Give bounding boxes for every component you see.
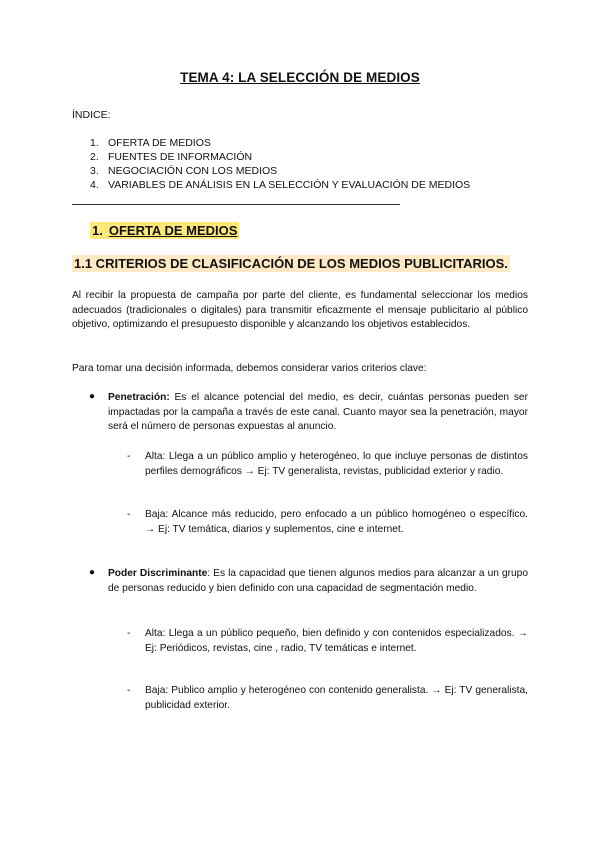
- criterion-paragraph: [108, 391, 528, 435]
- section-heading: [90, 222, 239, 239]
- index-label: ÍNDICE:: [72, 109, 111, 121]
- dash-icon: -: [127, 684, 131, 696]
- horizontal-rule: [72, 204, 400, 205]
- dash-icon: -: [127, 508, 131, 520]
- bullet-icon: ●: [89, 567, 96, 578]
- toc-item-number: 4.: [90, 179, 99, 191]
- toc-item: [90, 165, 277, 177]
- intro-paragraph: Al recibir la propuesta de campaña por parte del cliente, es fundamental seleccionar los medios adecuados (tradicionales o digitales) para transmitir eficazmente el mensaje publicitario al público objetivo, optimizando el presupuesto disponible y alcanzando los objetivos establecidos.: [72, 290, 528, 331]
- sub-item: Baja: Publico amplio y heterogéneo con contenido generalista. → Ej: TV generalista, publicidad exterior.: [145, 685, 528, 711]
- toc-item-number: 1.: [90, 137, 99, 149]
- dash-icon: -: [127, 450, 131, 462]
- criterion-description: Es el alcance potencial del medio, es decir, cuántas personas pueden ser impactadas por la campaña a través de este canal. Cuanto mayor sea la penetración, mayor será el número de personas expuestas al anuncio.: [108, 392, 528, 433]
- toc-item-text: FUENTES DE INFORMACIÓN: [108, 151, 253, 163]
- toc-item-text: NEGOCIACIÓN CON LOS MEDIOS: [108, 165, 278, 177]
- toc-item: [90, 179, 470, 191]
- sub-item: Alta: Llega a un público pequeño, bien definido y con contenidos especializados. → Ej: Periódicos, revistas, cine , radio, TV temáticas e internet.: [145, 628, 528, 654]
- toc-item-number: 2.: [90, 151, 99, 163]
- toc-item: [90, 151, 252, 163]
- toc-item-text: VARIABLES DE ANÁLISIS EN LA SELECCIÓN Y EVALUACIÓN DE MEDIOS: [108, 179, 471, 191]
- section-number: 1.: [92, 223, 103, 238]
- subsection-heading: 1.1 CRITERIOS DE CLASIFICACIÓN DE LOS MEDIOS PUBLICITARIOS.: [74, 256, 508, 271]
- dash-icon: -: [127, 627, 131, 639]
- sub-item: Baja: Alcance más reducido, pero enfocado a un público homogéneo o específico. → Ej: TV temática, diarios y suplementos, cine e internet.: [145, 509, 528, 535]
- section-title: OFERTA DE MEDIOS: [108, 223, 238, 238]
- bullet-icon: ●: [89, 391, 96, 402]
- criterion-paragraph: [108, 567, 528, 596]
- criterion-term: Penetración:: [108, 392, 170, 403]
- lead-paragraph: Para tomar una decisión informada, debemos considerar varios criterios clave:: [72, 363, 427, 374]
- toc-item: [90, 137, 211, 149]
- toc-item-text: OFERTA DE MEDIOS: [108, 137, 211, 149]
- page-title: TEMA 4: LA SELECCIÓN DE MEDIOS: [180, 70, 420, 85]
- sub-item: Alta: Llega a un público amplio y heterogéneo, lo que incluye personas de distintos perfiles demográficos → Ej: TV generalista, revistas, publicidad exterior y radio.: [145, 451, 528, 477]
- toc-item-number: 3.: [90, 165, 99, 177]
- criterion-term: Poder Discriminante: [108, 568, 208, 579]
- criterion-description: : Es la capacidad que tienen algunos medios para alcanzar a un grupo de personas reducido y bien definido con una capacidad de segmentación medio.: [108, 568, 528, 594]
